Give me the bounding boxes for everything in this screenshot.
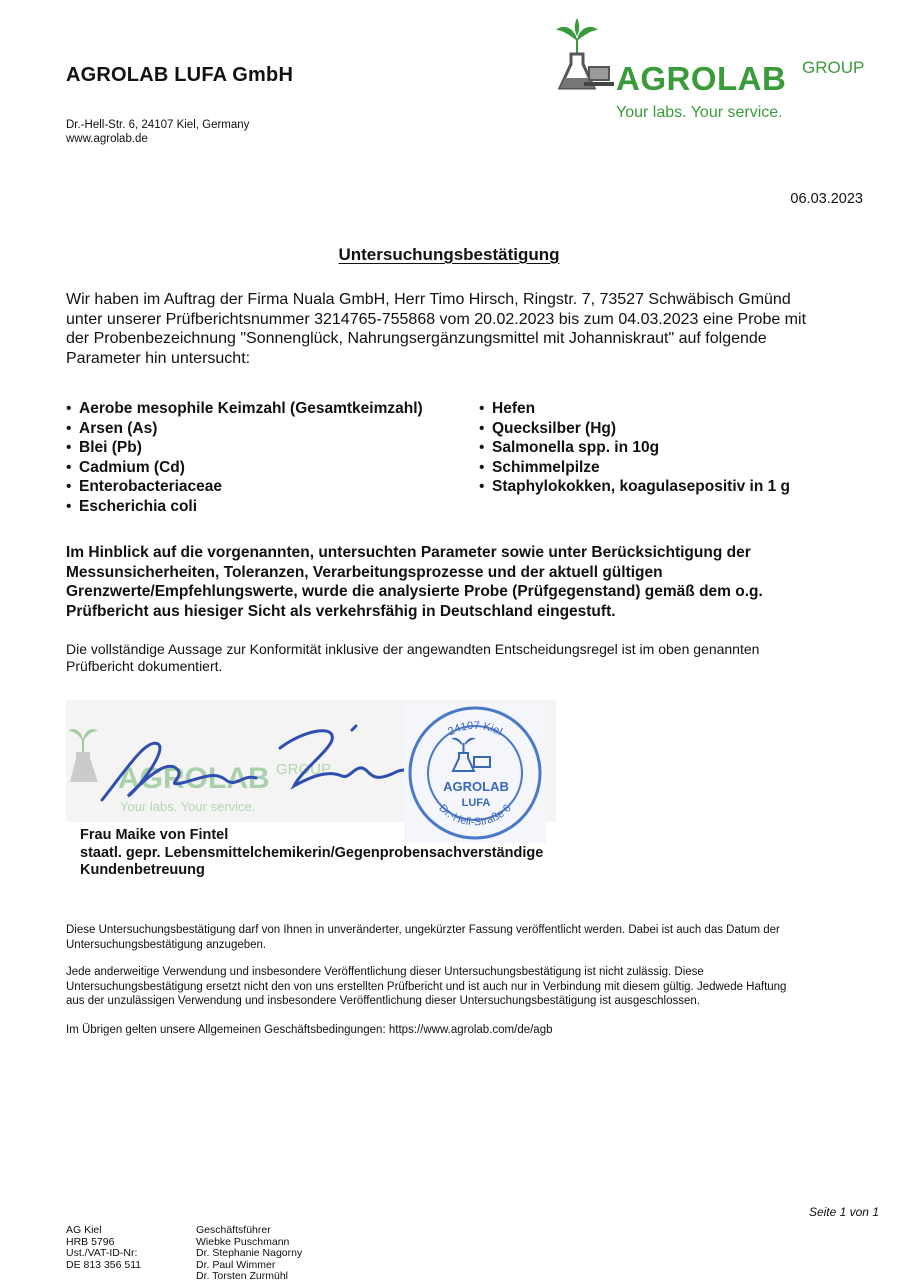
signer-block (80, 827, 543, 880)
flask-plant-icon (552, 16, 614, 98)
signer-title: staatl. gepr. Lebensmittelchemikerin/Gegenprobensachverständige (80, 844, 544, 861)
svg-text:24107 Kiel: 24107 Kiel (446, 719, 505, 739)
footer-line: Dr. Paul Wimmer (196, 1258, 276, 1271)
verdict-line: Prüfbericht aus hiesiger Sicht als verkehrsfähig in Deutschland eingestuft. (66, 602, 616, 620)
agrolab-logo (552, 14, 882, 126)
footer-line: Dr. Torsten Zurmühl (196, 1270, 289, 1283)
list-item: • Blei (Pb) (66, 439, 142, 456)
intro-line: Wir haben im Auftrag der Firma Nuala GmbH, Herr Timo Hirsch, Ringstr. 7, 73527 Schwäbisch Gmünd (66, 291, 791, 308)
logo-tagline: Your labs. Your service. (616, 104, 783, 121)
official-stamp (404, 703, 546, 843)
intro-paragraph (66, 290, 886, 368)
fine-line: Untersuchungsbestätigung ersetzt nicht den von uns erstellten Prüfbericht und ist auch nur in Verbindung mit diesem gültig. Jedwede Haftung (66, 980, 787, 993)
parameter-list-left (66, 399, 423, 516)
intro-line: unter unserer Prüfberichtsnummer 3214765-755868 vom 20.02.2023 bis zum 04.03.2023 eine Probe mit (66, 310, 807, 328)
publication-note (66, 923, 886, 952)
document-title: Untersuchungsbestätigung (338, 245, 560, 264)
intro-line: Parameter hin untersucht: (66, 349, 251, 367)
list-item: • Salmonella spp. in 10g (479, 439, 660, 456)
list-item: • Escherichia coli (66, 497, 198, 515)
footer-line: Wiebke Puschmann (196, 1235, 290, 1248)
svg-text:AGROLAB: AGROLAB (118, 762, 270, 795)
svg-text:LUFA: LUFA (461, 797, 491, 809)
list-item: • Cadmium (Cd) (66, 458, 185, 476)
verdict-line: Grenzwerte/Empfehlungswerte, wurde die analysierte Probe (Prüfgegenstand) gemäß dem o.g. (66, 583, 763, 600)
document-date: 06.03.2023 (790, 191, 863, 207)
footer-line: HRB 5796 (66, 1235, 115, 1248)
address-line: Dr.-Hell-Str. 6, 24107 Kiel, Germany (66, 119, 250, 131)
list-item: • Quecksilber (Hg) (479, 419, 617, 437)
parameter-list-right (479, 399, 790, 497)
footer-line: Ust./VAT-ID-Nr: (66, 1247, 138, 1260)
note-line: Die vollständige Aussage zur Konformität inklusive der angewandten Entscheidungsregel ist im oben genannten (66, 641, 760, 657)
logo-wordmark: AGROLAB (616, 60, 787, 97)
svg-text:Dr.-Hell-Straße 6: Dr.-Hell-Straße 6 (436, 802, 514, 829)
fine-line: Diese Untersuchungsbestätigung darf von Ihnen in unveränderter, ungekürzter Fassung veröffentlicht werden. Dabei ist auch das Datum der (66, 924, 780, 936)
footer-management (196, 1225, 302, 1283)
website-link[interactable]: www.agrolab.de (66, 133, 148, 145)
svg-text:Your labs. Your service.: Your labs. Your service. (120, 799, 256, 814)
footer-line: DE 813 356 511 (66, 1258, 142, 1271)
verdict-paragraph (66, 543, 886, 621)
intro-line: der Probenbezeichnung "Sonnenglück, Nahrungsergänzungsmittel mit Johanniskraut" auf folgende (66, 330, 767, 347)
page-number: Seite 1 von 1 (808, 1205, 879, 1219)
verdict-line: Im Hinblick auf die vorgenannten, untersuchten Parameter sowie unter Berücksichtigung der (66, 544, 751, 561)
fine-line: Untersuchungsbestätigung anzugeben. (66, 938, 267, 951)
verdict-line: Messunsicherheiten, Toleranzen, Verarbeitungsprozesse und der aktuell gültigen (66, 563, 663, 581)
footer-line: AG Kiel (66, 1224, 102, 1236)
terms-note: Im Übrigen gelten unsere Allgemeinen Geschäftsbedingungen: https://www.agrolab.com/de/agb (66, 1024, 553, 1036)
footer-line: Geschäftsführer (196, 1224, 271, 1236)
fine-line: Jede anderweitige Verwendung und insbesondere Veröffentlichung dieser Untersuchungsbestätigung ist nicht zulässig. Diese (66, 966, 704, 978)
footer-line: Dr. Stephanie Nagorny (196, 1247, 303, 1260)
list-item: • Schimmelpilze (479, 458, 600, 476)
conformity-note (66, 641, 886, 675)
note-line: Prüfbericht dokumentiert. (66, 658, 223, 674)
list-item: • Staphylokokken, koagulasepositiv in 1 g (479, 478, 791, 495)
fine-line: aus der unzulässigen Verwendung und insbesondere Veröffentlichung dieser Untersuchungsbestätigung ist ausgeschlossen. (66, 995, 700, 1007)
signer-department: Kundenbetreuung (80, 862, 205, 878)
list-item: • Arsen (As) (66, 419, 158, 437)
company-address (66, 118, 249, 146)
list-item: • Hefen (479, 400, 536, 417)
footer-registry (66, 1225, 141, 1271)
svg-text:AGROLAB: AGROLAB (443, 779, 509, 794)
company-name: AGROLAB LUFA GmbH (66, 64, 294, 86)
signer-name: Frau Maike von Fintel (80, 827, 229, 843)
list-item: • Enterobacteriaceae (66, 478, 223, 495)
logo-group-label: GROUP (802, 58, 865, 77)
svg-text:GROUP: GROUP (276, 761, 332, 778)
usage-restriction-note (66, 965, 886, 1009)
list-item: • Aerobe mesophile Keimzahl (Gesamtkeimzahl) (66, 400, 423, 417)
